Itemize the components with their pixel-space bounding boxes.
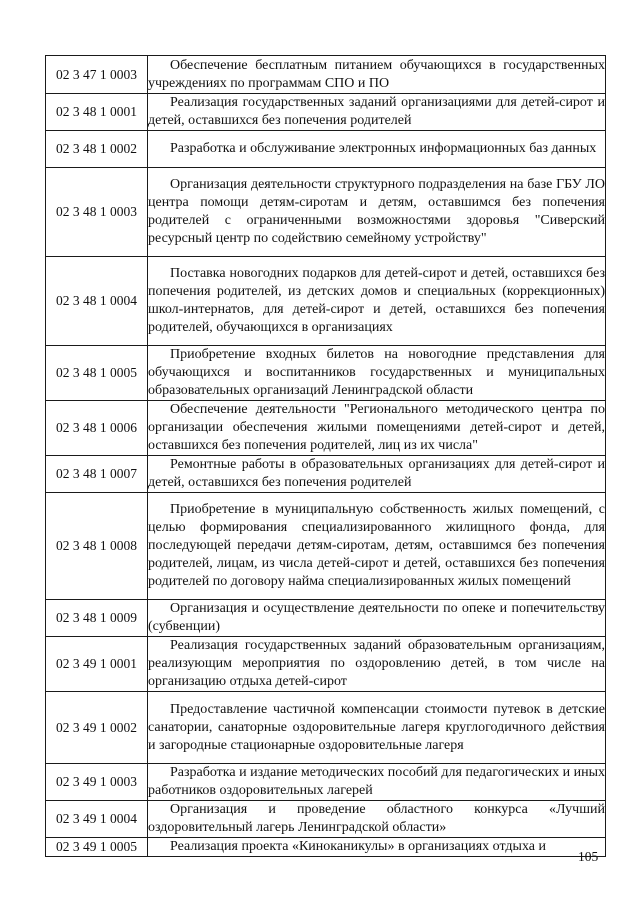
row-code: 02 3 48 1 0003 — [46, 168, 148, 257]
row-code: 02 3 49 1 0002 — [46, 692, 148, 764]
row-description: Разработка и издание методических пособий для педагогических и иных работников оздоровительных лагерей — [148, 764, 606, 801]
table-row — [46, 257, 606, 346]
row-code: 02 3 48 1 0005 — [46, 346, 148, 401]
row-code: 02 3 48 1 0006 — [46, 401, 148, 456]
row-description: Реализация проекта «Киноканикулы» в организациях отдыха и — [148, 838, 606, 857]
table-row — [46, 346, 606, 401]
table-row — [46, 94, 606, 131]
table-row — [46, 168, 606, 257]
row-code: 02 3 48 1 0002 — [46, 131, 148, 168]
table-row — [46, 838, 606, 857]
table-row — [46, 692, 606, 764]
row-code: 02 3 47 1 0003 — [46, 56, 148, 94]
table-row — [46, 401, 606, 456]
row-description: Предоставление частичной компенсации стоимости путевок в детские санатории, санаторные оздоровительные лагеря круглогодичного действия и загородные стационарные оздоровительные лагеря — [148, 692, 606, 764]
row-description: Организация и осуществление деятельности по опеке и попечительству (субвенции) — [148, 600, 606, 637]
budget-codes-table — [45, 55, 606, 857]
row-description: Приобретение в муниципальную собственность жилых помещений, с целью формирования специализированного жилищного фонда, для последующей передачи детям-сиротам, детям, оставшимся без попечения родителей, лицам, из числа детей-сирот и детей, оставшихся без попечения родителей по договору найма специализированных жилых помещений — [148, 493, 606, 600]
row-description: Ремонтные работы в образовательных организациях для детей-сирот и детей, оставшихся без попечения родителей — [148, 456, 606, 493]
row-description: Обеспечение деятельности "Регионального методического центра по организации обеспечения жилыми помещениями детей-сирот и детей, оставшихся без попечения родителей, лиц из их числа" — [148, 401, 606, 456]
row-code: 02 3 49 1 0004 — [46, 801, 148, 838]
row-code: 02 3 49 1 0001 — [46, 637, 148, 692]
table-row — [46, 56, 606, 94]
table-row — [46, 456, 606, 493]
row-description: Приобретение входных билетов на новогодние представления для обучающихся и воспитанников государственных и муниципальных образовательных организаций Ленинградской области — [148, 346, 606, 401]
page-number: 105 — [578, 849, 599, 864]
row-description: Организация и проведение областного конкурса «Лучший оздоровительный лагерь Ленинградской области» — [148, 801, 606, 838]
row-code: 02 3 49 1 0005 — [46, 838, 148, 857]
row-description: Обеспечение бесплатным питанием обучающихся в государственных учреждениях по программам СПО и ПО — [148, 56, 606, 94]
row-code: 02 3 48 1 0008 — [46, 493, 148, 600]
row-description: Реализация государственных заданий образовательным организациям, реализующим мероприятия по оздоровлению детей, в том числе на организацию отдыха детей-сирот — [148, 637, 606, 692]
table-row — [46, 600, 606, 637]
row-code: 02 3 48 1 0001 — [46, 94, 148, 131]
table-row — [46, 764, 606, 801]
row-code: 02 3 48 1 0004 — [46, 257, 148, 346]
row-description: Поставка новогодних подарков для детей-сирот и детей, оставшихся без попечения родителей, из детских домов и специальных (коррекционных) школ-интернатов, для детей-сирот и детей, оставшихся без попечения родителей, обучающихся в организациях — [148, 257, 606, 346]
table-row — [46, 637, 606, 692]
row-code: 02 3 48 1 0009 — [46, 600, 148, 637]
row-code: 02 3 48 1 0007 — [46, 456, 148, 493]
row-description: Организация деятельности структурного подразделения на базе ГБУ ЛО центра помощи детям-сиротам и детям, оставшимся без попечения родителей с ограниченными возможностями здоровья "Сиверский ресурсный центр по содействию семейному устройству" — [148, 168, 606, 257]
table-row — [46, 131, 606, 168]
table-row — [46, 801, 606, 838]
row-description: Разработка и обслуживание электронных информационных баз данных — [148, 131, 606, 168]
row-code: 02 3 49 1 0003 — [46, 764, 148, 801]
table-row — [46, 493, 606, 600]
row-description: Реализация государственных заданий организациями для детей-сирот и детей, оставшихся без попечения родителей — [148, 94, 606, 131]
